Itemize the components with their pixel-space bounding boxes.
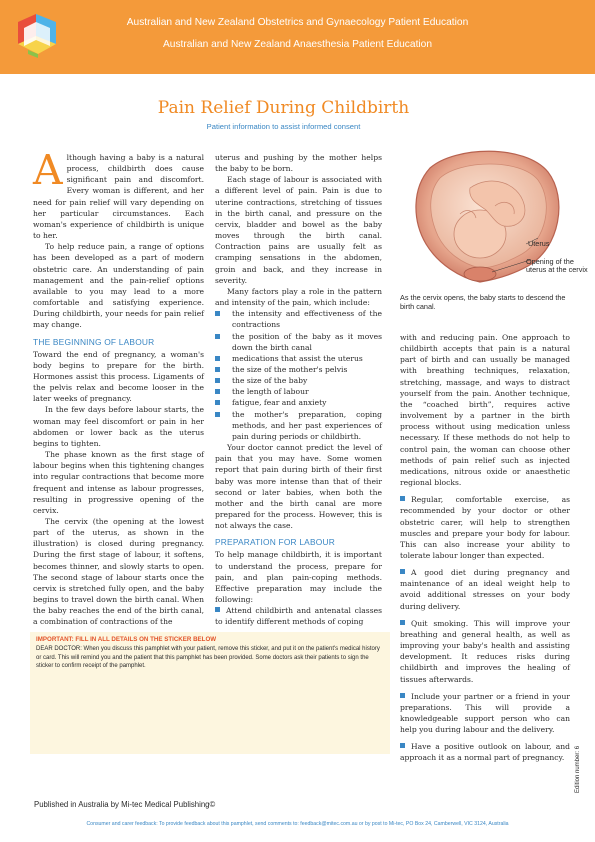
- label-uterus: Uterus: [528, 239, 550, 248]
- list-item-text: the size of the mother's pelvis: [232, 364, 348, 374]
- label-cervix: Opening of the uterus at the cervix: [526, 257, 588, 274]
- list-item: [215, 308, 382, 330]
- paragraph: The cervix (the opening at the lowest part of the uterus, as shown in the illustration) is closed during pregnancy. During the first stage of labour, it softens, becomes thinner, and slowly starts to open. The second stage of labour starts once the cervix is stretched fully open, and the baby begins to travel down the birth canal. When the baby reaches the end of the birth canal, a combination of contractions of the: [33, 517, 204, 627]
- bullet-paragraph: [400, 741, 570, 763]
- paragraph: uterus and pushing by the mother helps the baby to be born.: [215, 153, 382, 174]
- bullet-square-icon: [400, 693, 405, 698]
- bullet-square-icon: [400, 743, 405, 748]
- bullet-square-icon: [215, 311, 220, 316]
- bullet-paragraph: [400, 691, 570, 736]
- bullet-square-icon: [215, 400, 220, 405]
- list-item-text: fatigue, fear and anxiety: [232, 398, 327, 408]
- list-item: [215, 331, 382, 353]
- sticker-notice: [30, 632, 390, 754]
- edition-number: Edition number: 6: [575, 745, 581, 793]
- paragraph-text: Include your partner or a friend in your preparations. This will provide a knowledgeable support person who can help you during labour and the delivery.: [400, 691, 570, 735]
- bullet-paragraph: [400, 618, 570, 685]
- section-heading-beginning: THE BEGINNING OF LABOUR: [33, 336, 155, 347]
- list-item: [215, 409, 382, 442]
- header-line-1: Australian and New Zealand Obstetrics and Gynaecology Patient Education: [126, 17, 469, 28]
- section-heading-preparation: PREPARATION FOR LABOUR: [215, 537, 335, 548]
- pain-factors-list: [215, 308, 382, 442]
- drop-cap: A: [33, 146, 63, 194]
- list-item-text: the mother's preparation, coping methods, and her past experiences of pain during periods or childbirth.: [232, 409, 382, 441]
- paragraph: Your doctor cannot predict the level of pain that you may have. Some women report that pain during birth of their first baby was more intense than that of their second or later babies, when both the mother and the birth canal are more prepared for the process. However, this is not always the case.: [215, 443, 382, 531]
- list-item: [215, 375, 382, 386]
- feedback-footer: Consumer and carer feedback: To provide feedback about this pamphlet, send comments to: feedback@mitec.com.au or by post to Mi-tec, PO Box 24, Camberwell, VIC 3124, Australia: [86, 821, 509, 827]
- paragraph: In the few days before labour starts, the woman may feel discomfort or pain in her abdomen or lower back as the uterus begins to tighten.: [33, 405, 204, 448]
- paragraph: The phase known as the first stage of labour begins when this tightening changes into regular contractions that become more frequent and intense as labour progresses, resulting in progressive opening of the cervix.: [33, 450, 204, 515]
- list-item: [215, 386, 382, 397]
- list-item: [215, 353, 382, 364]
- list-item-text: the size of the baby: [232, 376, 308, 386]
- bullet-square-icon: [215, 412, 220, 417]
- intro-text: lthough having a baby is a natural process, childbirth does cause significant pain and discomfort. Every woman is different, and her need for pain relief will vary depending on her particular circumstances. Each woman's experience of childbirth is unique to her.: [33, 153, 204, 241]
- sticker-body: DEAR DOCTOR: When you discuss this pamphlet with your patient, remove this sticker, and put it on the patient's medical history or card. This will remind you and the patient that this pamphlet has been provided. Some doctors ask their patients to sign the sticker to confirm receipt of the pamphlet.: [36, 646, 380, 670]
- bullet-square-icon: [215, 389, 220, 394]
- column-3: [400, 332, 570, 770]
- bullet-paragraph: [400, 494, 570, 561]
- paragraph: Many factors play a role in the pattern and intensity of the pain, which include:: [215, 286, 382, 308]
- paragraph: To help manage childbirth, it is important to understand the process, prepare for pain, and plan pain-coping methods. Effective preparation may include the following:: [215, 550, 382, 605]
- figure-caption: As the cervix opens, the baby starts to descend the birth canal.: [400, 293, 566, 311]
- paragraph: Each stage of labour is associated with a different level of pain. Pain is due to uterine contractions, stretching of tissues in the birth canal, and pressure on the cervix, bladder and bowel as the baby moves through the birth canal. Contraction pains are usually felt as cramping sensations in the abdomen, groin and back, and they increase in severity.: [215, 175, 382, 285]
- list-item-text: the position of the baby as it moves down the birth canal: [232, 331, 382, 352]
- paragraph: To help reduce pain, a range of options has been developed as a part of modern obstetric care. An understanding of pain management and the pain-relief options available to you may lead to a more comfortable and satisfying experience. During childbirth, your needs for pain relief may change.: [33, 242, 204, 330]
- bullet-square-icon: [400, 496, 405, 501]
- header-banner: [0, 0, 595, 74]
- bullet-square-icon: [400, 569, 405, 574]
- column-1: [33, 146, 204, 628]
- paragraph-text: A good diet during pregnancy and maintenance of an ideal weight help to avoid additional stresses on your body during delivery.: [400, 568, 570, 611]
- list-item-text: medications that assist the uterus: [232, 353, 363, 363]
- list-item-text: the length of labour: [232, 387, 309, 397]
- publisher-note: Published in Australia by Mi-tec Medical Publishing©: [34, 800, 216, 809]
- paragraph-text: Quit smoking. This will improve your breathing and general health, as well as improving your baby's health and assisting development. It reduces risks during childbirth and improves the healing of tissues afterwards.: [400, 618, 570, 684]
- bullet-square-icon: [215, 367, 220, 372]
- paragraph-text: Attend childbirth and antenatal classes to identify different methods of coping: [215, 606, 382, 627]
- paragraph: Toward the end of pregnancy, a woman's body begins to prepare for the birth. Hormones assist this process. Ligaments of the pelvis relax and become looser in the later weeks of pregnancy.: [33, 349, 204, 404]
- page-subtitle: Patient information to assist informed consent: [206, 122, 361, 131]
- column-2: [215, 152, 382, 628]
- intro-paragraph: [33, 146, 204, 241]
- bullet-square-icon: [215, 356, 220, 361]
- list-item: [215, 397, 382, 408]
- page-title: Pain Relief During Childbirth: [157, 98, 410, 118]
- bullet-square-icon: [400, 620, 405, 625]
- bullet-square-icon: [215, 334, 220, 339]
- paragraph: with and reducing pain. One approach to childbirth accepts that pain is a natural part of birth and can usually be managed with breathing techniques, relaxation, stretching, massage, and ways to distract yourself from the pain. Another technique, the “coached birth”, requires active involvement by a partner in the birth process without using medication unless necessary. If these methods do not help to control pain, the woman can choose other methods of pain relief such as injected medications, nitrous oxide or anaesthetic regional blocks.: [400, 333, 570, 488]
- bullet-paragraph: [400, 567, 570, 612]
- bullet-square-icon: [215, 607, 220, 612]
- list-item: [215, 364, 382, 375]
- list-item-text: the intensity and effectiveness of the contractions: [232, 309, 382, 330]
- bullet-paragraph: [215, 605, 382, 627]
- paragraph-text: Have a positive outlook on labour, and approach it as a normal part of pregnancy.: [400, 742, 570, 763]
- header-line-2: Australian and New Zealand Anaesthesia Patient Education: [162, 39, 432, 50]
- paragraph-text: Regular, comfortable exercise, as recommended by your doctor or other obstetric carer, will help to strengthen muscles and prepare your body for labour. This can also increase your ability to tolerate labour longer than expected.: [400, 495, 570, 560]
- bullet-square-icon: [215, 378, 220, 383]
- sticker-title: IMPORTANT: FILL IN ALL DETAILS ON THE STICKER BELOW: [36, 636, 217, 643]
